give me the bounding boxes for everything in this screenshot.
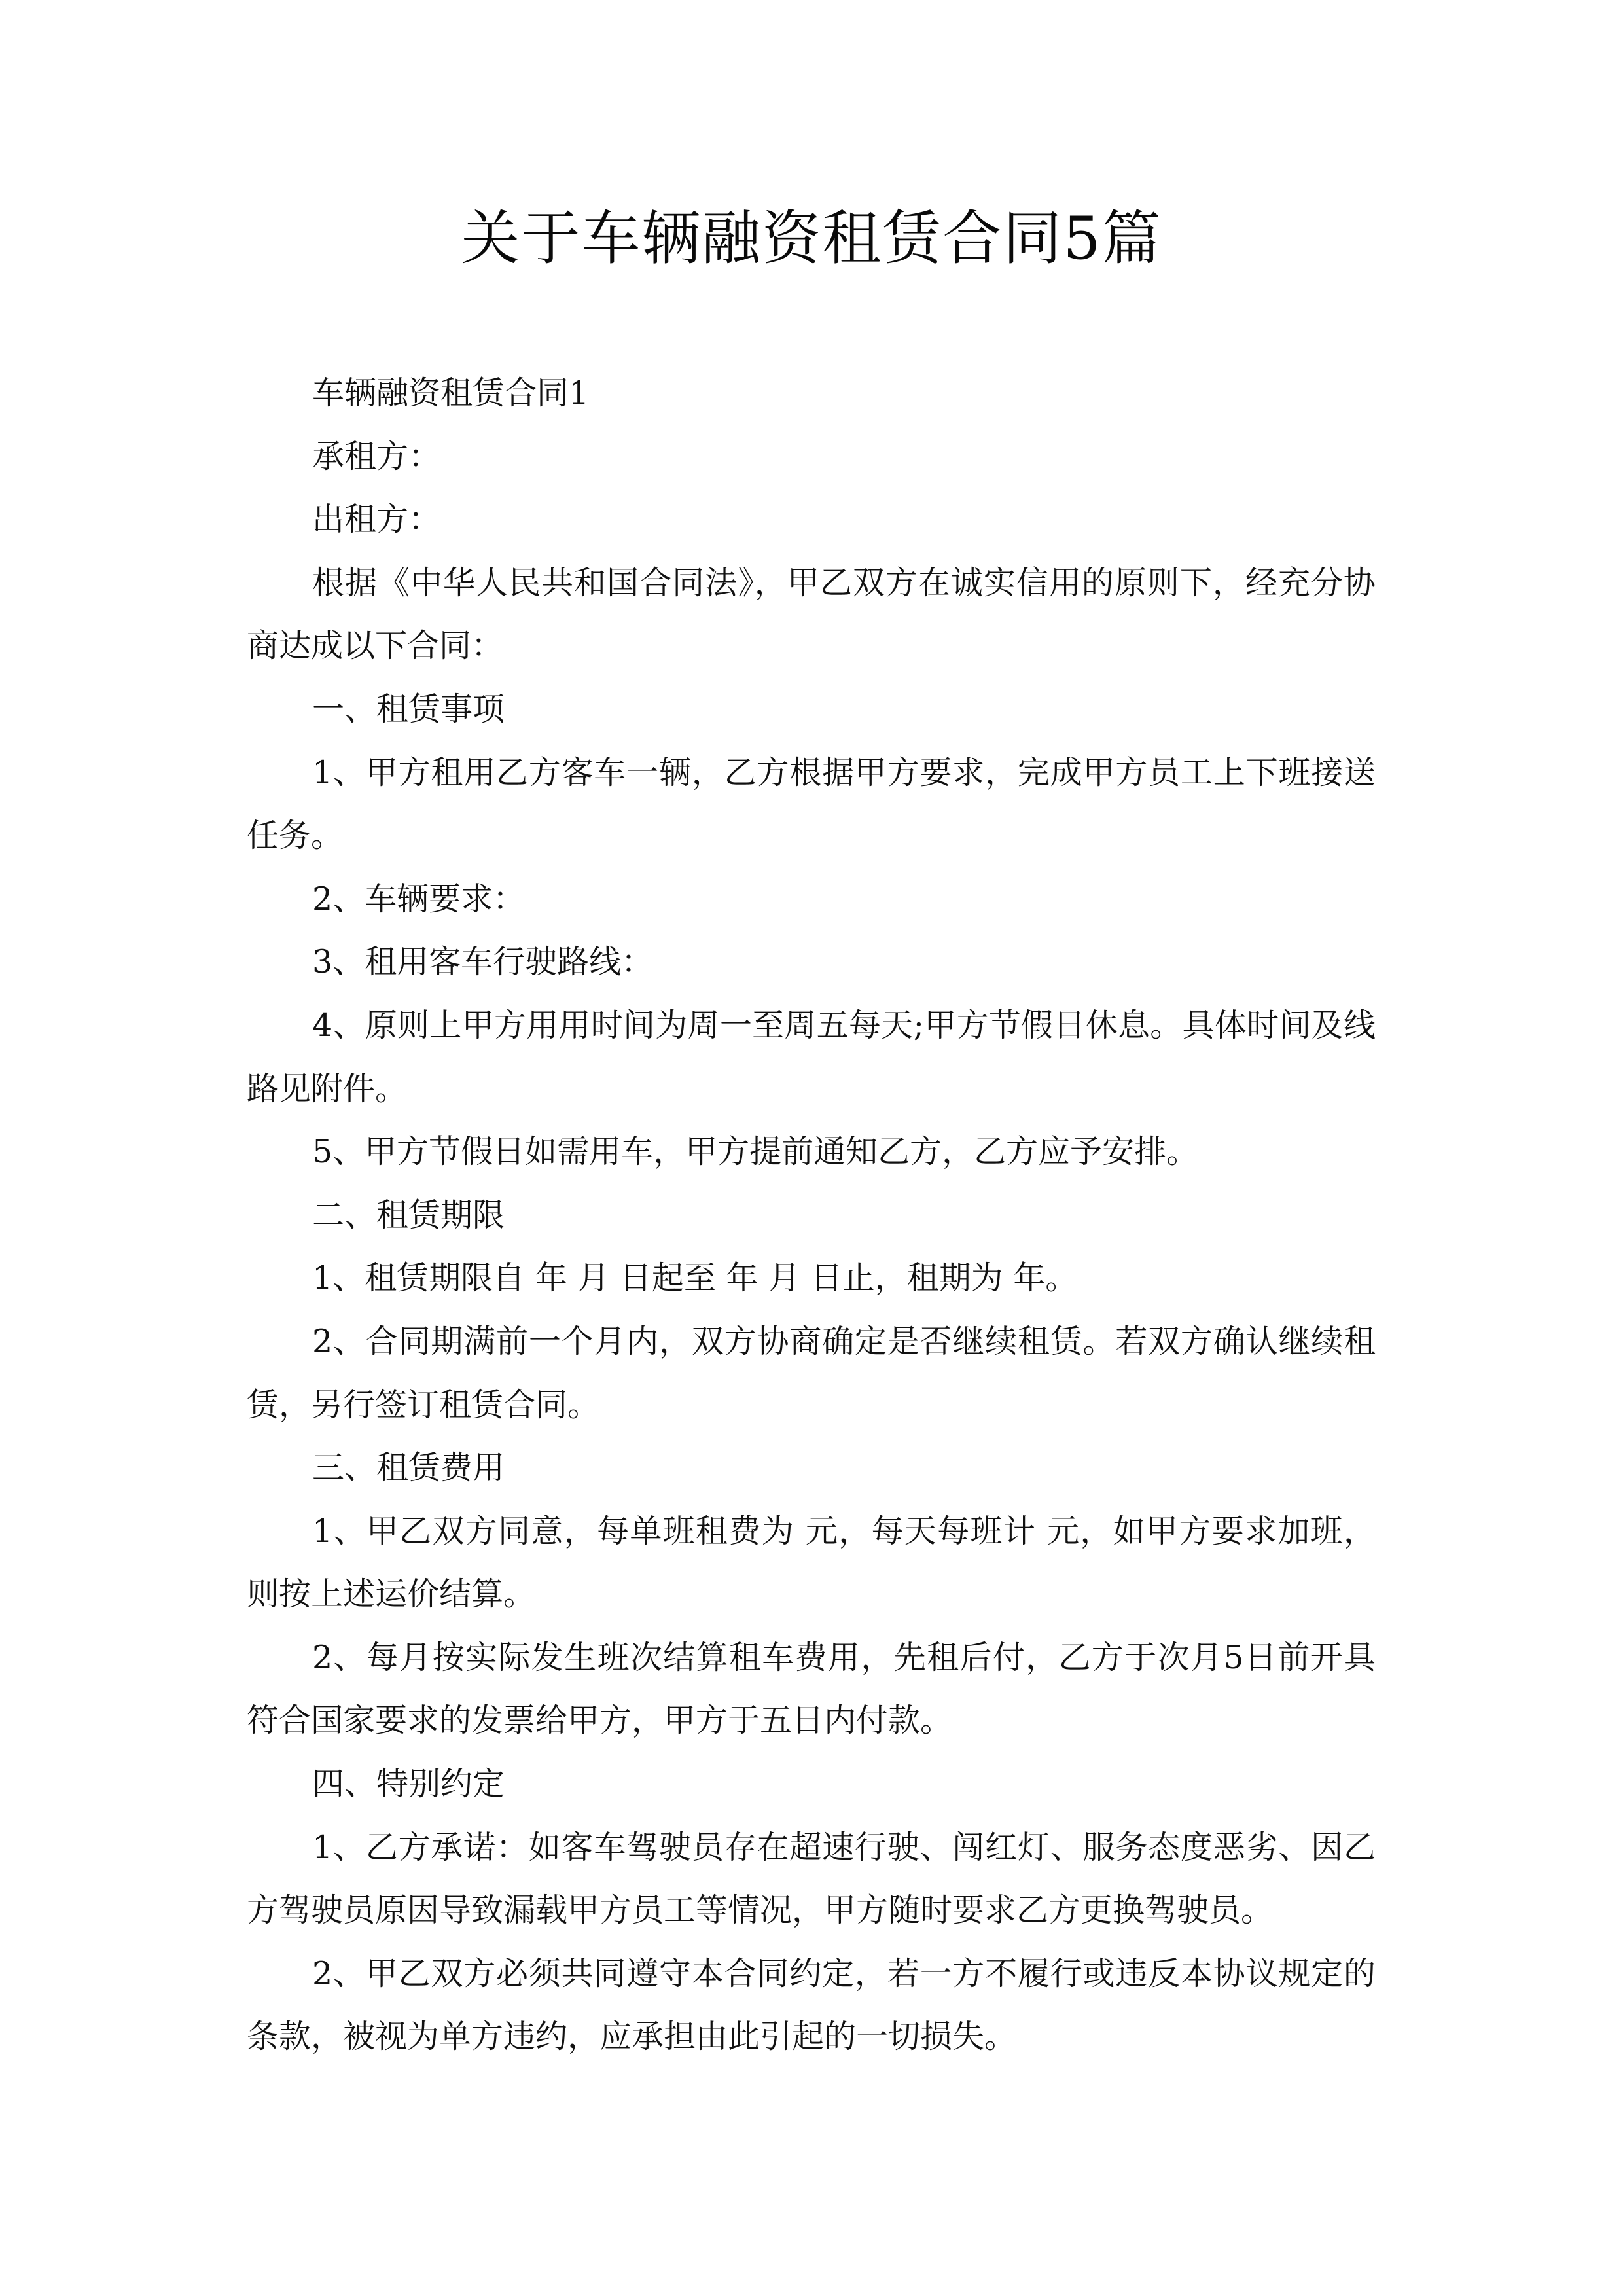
clause-2-1: 1、租赁期限自 年 月 日起至 年 月 日止，租期为 年。 [312, 1259, 1078, 1297]
document-title: 关于车辆融资租赁合同5篇 [461, 204, 1162, 273]
preamble-paragraph: 根据《中华人民共和国合同法》，甲乙双方在诚实信用的原则下，经充分协商达成以下合同： [247, 564, 1376, 665]
clause-1-4: 4、原则上甲方用用时间为周一至周五每天;甲方节假日休息。具体时间及线路见附件。 [247, 1006, 1376, 1107]
contract-subtitle: 车辆融资租赁合同1 [312, 374, 590, 412]
clause-1-2: 2、车辆要求： [312, 880, 526, 918]
clause-1-1: 1、甲方租用乙方客车一辆，乙方根据甲方要求，完成甲方员工上下班接送任务。 [247, 753, 1376, 855]
clause-4-1: 1、乙方承诺：如客车驾驶员存在超速行驶、闯红灯、服务态度恶劣、因乙方驾驶员原因导致漏载甲方员工等情况，甲方随时要求乙方更换驾驶员。 [247, 1828, 1376, 1929]
document-body [247, 362, 1376, 2069]
clause-4-2: 2、甲乙双方必须共同遵守本合同约定，若一方不履行或违反本协议规定的条款，被视为单方违约，应承担由此引起的一切损失。 [247, 1954, 1376, 2056]
section-heading-lease-fees: 三、租赁费用 [312, 1449, 505, 1487]
lessee-field: 承租方： [312, 437, 441, 475]
clause-3-1: 1、甲乙双方同意，每单班租费为 元，每天每班计 元，如甲方要求加班，则按上述运价结算。 [247, 1512, 1376, 1613]
section-heading-lease-term: 二、租赁期限 [312, 1196, 505, 1234]
lessor-field: 出租方： [312, 501, 441, 539]
clause-1-3: 3、租用客车行驶路线： [312, 943, 654, 981]
clause-2-2: 2、合同期满前一个月内，双方协商确定是否继续租赁。若双方确认继续租赁，另行签订租赁合同。 [247, 1322, 1376, 1424]
section-heading-special-terms: 四、特别约定 [312, 1765, 505, 1803]
clause-3-2: 2、每月按实际发生班次结算租车费用，先租后付，乙方于次月5日前开具符合国家要求的发票给甲方，甲方于五日内付款。 [247, 1638, 1376, 1740]
clause-1-5: 5、甲方节假日如需用车，甲方提前通知乙方，乙方应予安排。 [312, 1133, 1199, 1171]
section-heading-lease-matters: 一、租赁事项 [312, 690, 505, 728]
